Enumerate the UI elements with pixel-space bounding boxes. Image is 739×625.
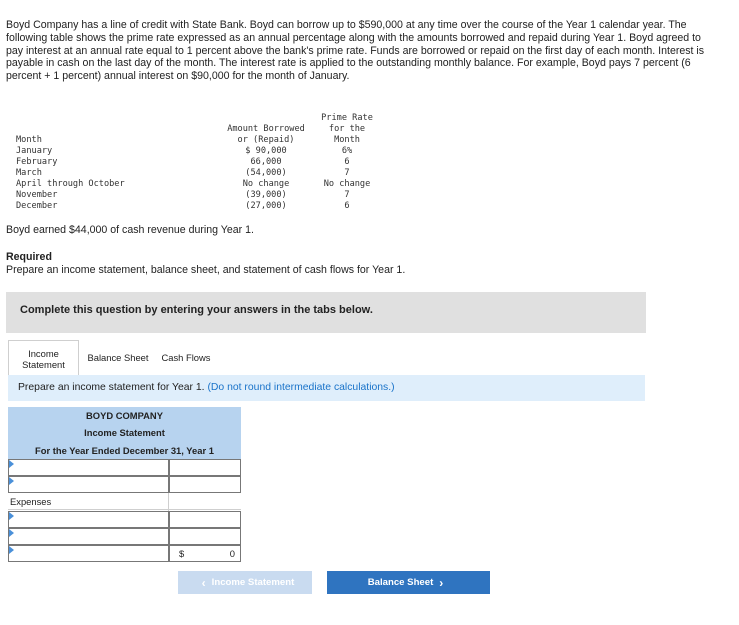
required-heading: Required <box>6 251 52 263</box>
table-row <box>16 157 388 168</box>
dropdown-flag-icon <box>9 477 14 485</box>
month-cell: April through October <box>16 179 125 189</box>
month-cell: November <box>16 190 58 200</box>
amount-input[interactable] <box>169 528 241 545</box>
rate-cell: 7 <box>344 168 350 178</box>
dropdown-flag-icon <box>9 546 14 554</box>
col-rate-header-3: Month <box>334 135 360 145</box>
amount-input[interactable] <box>169 545 241 562</box>
rate-cell: 7 <box>344 190 350 200</box>
table-row <box>16 179 388 190</box>
expenses-label: Expenses <box>8 493 169 511</box>
table-row <box>16 146 388 157</box>
amount-cell: $ 90,000 <box>245 146 287 156</box>
input-row <box>8 545 241 562</box>
dropdown-flag-icon <box>9 460 14 468</box>
statement-company: BOYD COMPANY <box>8 407 241 424</box>
table-row <box>16 168 388 179</box>
statement-period: For the Year Ended December 31, Year 1 <box>8 442 241 459</box>
instruction-text: Prepare an income statement for Year 1. <box>18 382 205 393</box>
line-item-input[interactable] <box>8 545 169 562</box>
tab-label-line2: Statement <box>22 358 65 370</box>
prev-tab-label: Income Statement <box>211 577 295 588</box>
table-row <box>16 190 388 201</box>
col-rate-header-1: Prime Rate <box>321 113 373 123</box>
instruction-note: (Do not round intermediate calculations.) <box>207 382 395 393</box>
prev-tab-button[interactable] <box>178 571 312 594</box>
dropdown-flag-icon <box>9 512 14 520</box>
rate-cell: 6 <box>344 201 350 211</box>
tab-instruction <box>8 375 645 401</box>
problem-intro: Boyd Company has a line of credit with State Bank. Boyd can borrow up to $590,000 at any time over the course of the Year 1 calendar year. The following table shows the prime rate expressed as an annual percentage along with the amounts borrowed and repaid during Year 1. Boyd agreed to pay interest at an annual rate equal to 1 percent above the bank's prime rate. Funds are borrowed or repaid on the first day of each month. Interest is payable in cash on the last day of the month. The interest rate is applied to the outstanding monthly balance. For example, Boyd pays 7 percent (6 percent + 1 percent) annual interest on $90,000 for the month of January. <box>6 19 705 83</box>
input-row <box>8 528 241 545</box>
statement-title: Income Statement <box>8 424 241 442</box>
tab-cash-flows[interactable]: Cash Flows <box>161 352 211 363</box>
amount-cell: 66,000 <box>250 157 282 167</box>
rate-cell: 6 <box>344 157 350 167</box>
amount-cell: No change <box>242 179 290 189</box>
input-row <box>8 476 241 493</box>
line-item-input[interactable] <box>8 476 169 493</box>
amount-input[interactable] <box>169 511 241 528</box>
line-item-input[interactable] <box>8 459 169 476</box>
amount-cell: (27,000) <box>245 201 287 211</box>
dropdown-flag-icon <box>9 529 14 537</box>
next-tab-button[interactable] <box>327 571 490 594</box>
col-amount-header-2: or (Repaid) <box>237 135 295 145</box>
tab-balance-sheet[interactable]: Balance Sheet <box>87 352 149 363</box>
input-row <box>8 459 241 476</box>
required-text: Prepare an income statement, balance sheet, and statement of cash flows for Year 1. <box>6 264 406 276</box>
amount-input[interactable] <box>169 459 241 476</box>
amount-input[interactable] <box>169 476 241 493</box>
col-rate-header-2: for the <box>328 124 366 134</box>
input-row <box>8 511 241 528</box>
month-cell: January <box>16 146 53 156</box>
line-item-input[interactable] <box>8 528 169 545</box>
month-cell: March <box>16 168 42 178</box>
col-month-header: Month <box>16 135 42 145</box>
rate-cell: 6% <box>341 146 353 156</box>
month-cell: December <box>16 201 58 211</box>
amount-cell: (54,000) <box>245 168 287 178</box>
amount-cell: (39,000) <box>245 190 287 200</box>
revenue-note: Boyd earned $44,000 of cash revenue during Year 1. <box>6 224 254 236</box>
chevron-left-icon: ‹ <box>201 575 206 590</box>
tab-income-statement[interactable] <box>8 340 79 376</box>
currency-symbol: $ <box>179 548 185 559</box>
total-value: 0 <box>229 548 235 559</box>
table-row <box>16 201 388 212</box>
line-item-input[interactable] <box>8 511 169 528</box>
rate-cell: No change <box>323 179 371 189</box>
expenses-row <box>8 493 241 511</box>
next-tab-label: Balance Sheet <box>367 577 434 588</box>
tab-label-line1: Income <box>28 347 59 359</box>
month-cell: February <box>16 157 58 167</box>
chevron-right-icon: › <box>439 575 444 590</box>
col-amount-header-1: Amount Borrowed <box>227 124 305 134</box>
instructions-banner: Complete this question by entering your answers in the tabs below. <box>6 292 646 333</box>
